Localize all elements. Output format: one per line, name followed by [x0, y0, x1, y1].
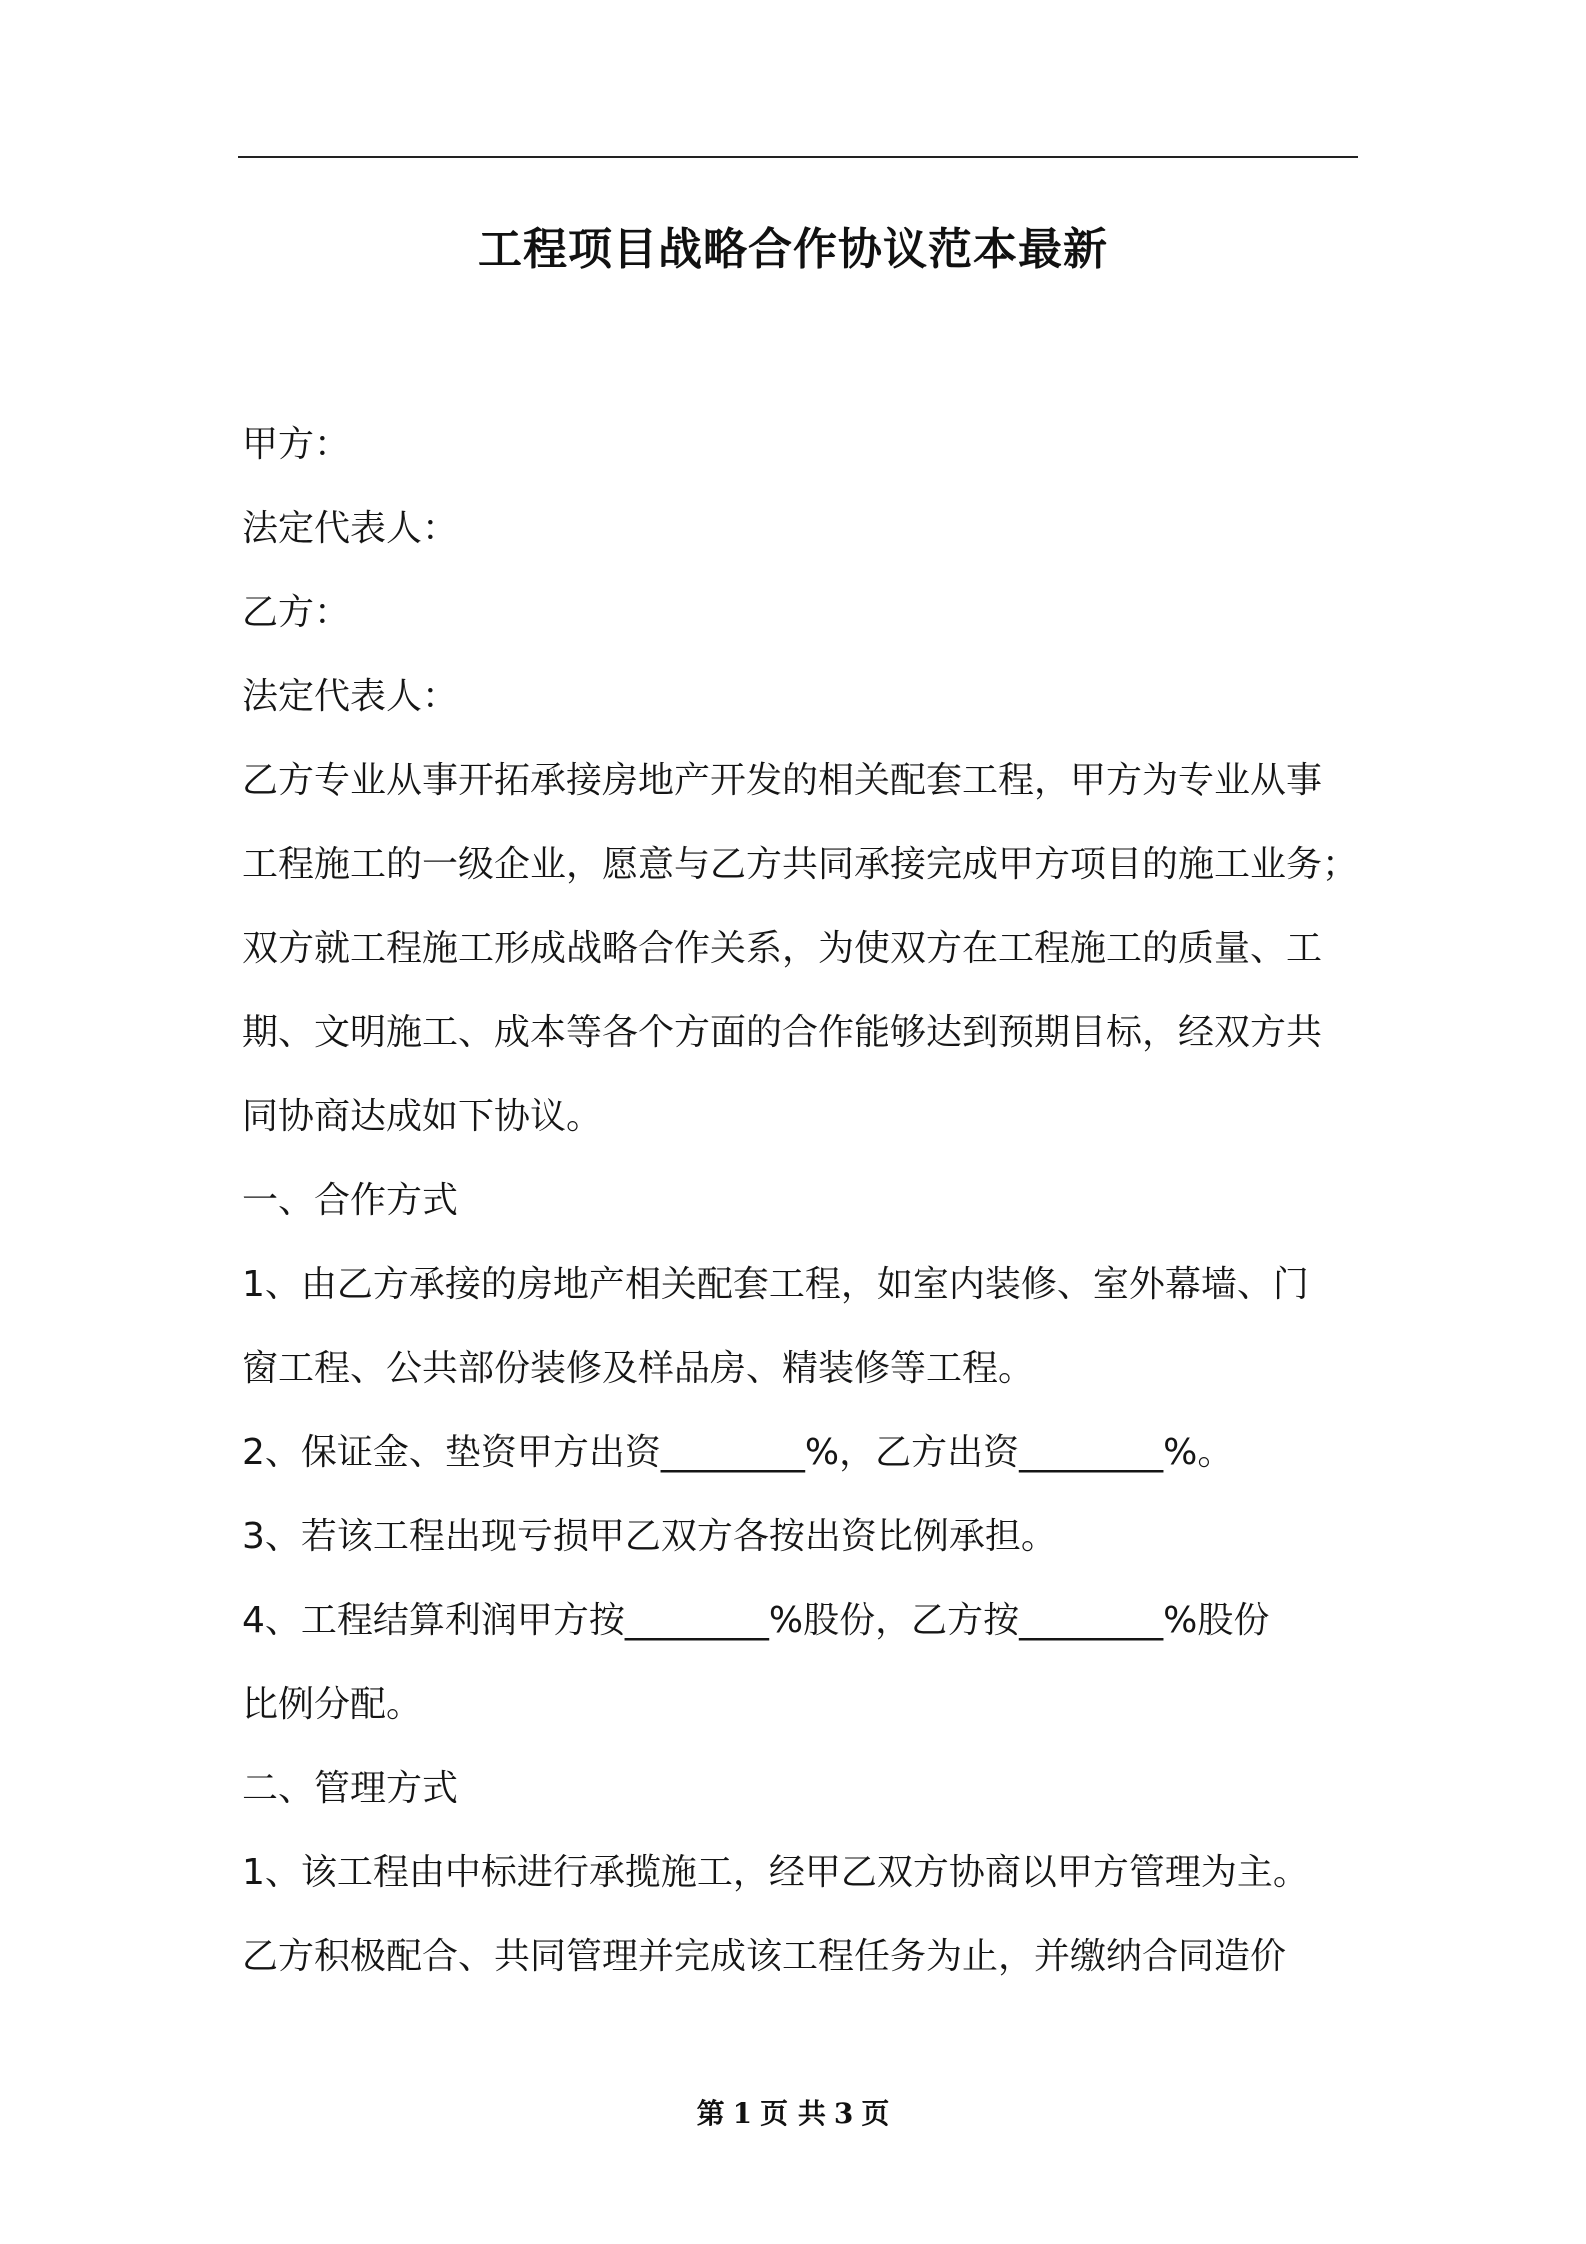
page-footer: [0, 2092, 1586, 2136]
clause-line: 1、该工程由中标进行承揽施工，经甲乙双方协商以甲方管理为主。: [242, 1852, 1309, 1893]
preamble-line: 乙方专业从事开拓承接房地产开发的相关配套工程，甲方为专业从事: [242, 760, 1323, 801]
document-body: [242, 403, 1358, 1999]
footer-middle: 页 共: [760, 2097, 826, 2130]
preamble-line: 同协商达成如下协议。: [242, 1096, 603, 1137]
footer-prefix: 第: [696, 2097, 725, 2130]
document-title: 工程项目战略合作协议范本最新: [478, 224, 1108, 275]
current-page-number: 1: [732, 2097, 753, 2130]
preamble-line: 期、文明施工、成本等各个方面的合作能够达到预期目标，经双方共: [242, 1012, 1323, 1053]
preamble-line: 工程施工的一级企业，愿意与乙方共同承接完成甲方项目的施工业务；: [242, 844, 1358, 885]
clause-line: 4、工程结算利润甲方按________%股份，乙方按________%股份: [242, 1600, 1270, 1641]
party-b-label: 乙方：: [242, 592, 351, 633]
party-b-representative-label: 法定代表人：: [242, 676, 459, 717]
preamble-line: 双方就工程施工形成战略合作关系，为使双方在工程施工的质量、工: [242, 928, 1323, 969]
clause-line: 3、若该工程出现亏损甲乙双方各按出资比例承担。: [242, 1516, 1057, 1557]
party-a-label: 甲方：: [242, 424, 351, 465]
clause-line: 窗工程、公共部份装修及样品房、精装修等工程。: [242, 1348, 1035, 1389]
clause-line: 2、保证金、垫资甲方出资________%，乙方出资________%。: [242, 1432, 1234, 1473]
clause-line: 比例分配。: [242, 1684, 423, 1725]
clause-line: 1、由乙方承接的房地产相关配套工程，如室内装修、室外幕墙、门: [242, 1264, 1309, 1305]
header-rule: [238, 156, 1358, 158]
total-page-count: 3: [833, 2097, 854, 2130]
clause-line: 乙方积极配合、共同管理并完成该工程任务为止，并缴纳合同造价: [242, 1936, 1287, 1977]
section-heading-management: 二、管理方式: [242, 1768, 459, 1809]
party-a-representative-label: 法定代表人：: [242, 508, 459, 549]
footer-suffix: 页: [861, 2097, 890, 2130]
section-heading-cooperation: 一、合作方式: [242, 1180, 459, 1221]
